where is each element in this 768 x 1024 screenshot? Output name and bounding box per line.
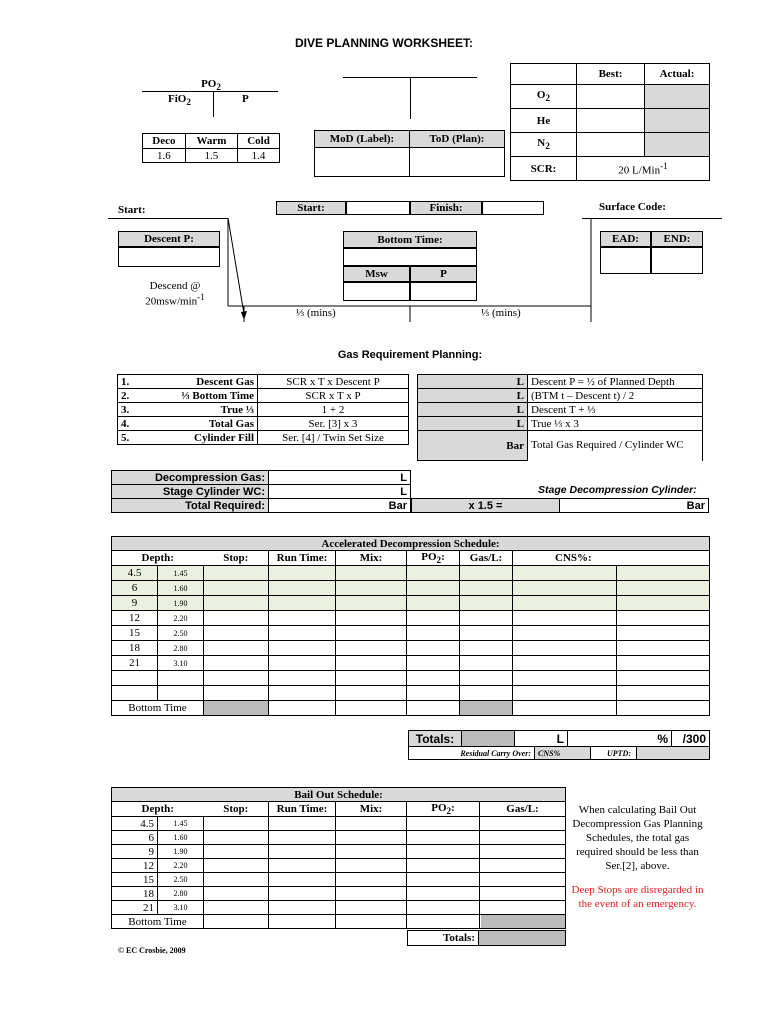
table-row [112, 626, 710, 641]
table-row: 4. Total Gas Ser. [3] x 3 [118, 417, 409, 431]
entry-cell[interactable] [336, 859, 407, 873]
entry-cell[interactable] [336, 581, 407, 596]
third-mins-right: ⅓ (mins) [481, 307, 521, 319]
accel-schedule-table [111, 536, 710, 716]
entry-cell[interactable] [407, 901, 480, 915]
accel-title: Accelerated Decompression Schedule: [112, 537, 710, 551]
po2-ref-cell: 2.80 [158, 641, 204, 656]
depth-cell: 6 [112, 581, 158, 596]
po2-ref-cell: 1.90 [158, 596, 204, 611]
entry-cell[interactable] [407, 656, 460, 671]
entry-cell[interactable] [460, 626, 513, 641]
deep-stops-warning: Deep Stops are disregarded in the event of an emergency. [571, 884, 704, 910]
entry-cell[interactable] [336, 845, 407, 859]
entry-cell[interactable] [407, 671, 460, 686]
entry-cell[interactable] [407, 859, 480, 873]
start-left-label: Start: [118, 204, 146, 216]
entry-cell[interactable] [336, 887, 407, 901]
table-row [112, 887, 566, 901]
depth-cell: 18 [112, 641, 158, 656]
depth-cell: 21 [112, 656, 158, 671]
entry-cell[interactable] [407, 641, 460, 656]
accel-header-row: Depth: Stop: Run Time: Mix: $PO_2$: Gas/L: CNS%: [112, 551, 710, 566]
gas-req-title: Gas Requirement Planning: [337, 349, 483, 361]
depth-cell: 12 [112, 859, 158, 873]
warm-header: Warm [185, 134, 237, 149]
start-box-label: Start: [276, 201, 346, 215]
entry-cell[interactable] [204, 566, 269, 581]
surface-code-label: Surface Code: [599, 201, 666, 213]
po2-heading: $PO_2$ [201, 78, 221, 93]
entry-cell[interactable] [617, 686, 710, 701]
po2-ref-cell: 2.50 [158, 626, 204, 641]
po2-ref-cell: 3.10 [158, 901, 204, 915]
decomp-gas-table: Decompression Gas: L Stage Cylinder WC: L Total Required: Bar [111, 470, 411, 513]
po2-ref-cell: 1.90 [158, 845, 204, 859]
entry-cell[interactable] [407, 887, 480, 901]
entry-cell[interactable] [336, 626, 407, 641]
table-row [112, 611, 710, 626]
entry-cell[interactable] [336, 831, 407, 845]
table-row [112, 859, 566, 873]
po2-ref-cell: 1.45 [158, 566, 204, 581]
entry-cell[interactable] [336, 596, 407, 611]
entry-cell[interactable] [513, 656, 617, 671]
entry-cell[interactable] [269, 845, 336, 859]
entry-cell[interactable] [407, 701, 460, 716]
finish-box-label: Finish: [410, 201, 482, 215]
entry-cell[interactable] [269, 831, 336, 845]
entry-cell[interactable] [269, 566, 336, 581]
entry-cell[interactable] [617, 626, 710, 641]
entry-cell[interactable] [513, 671, 617, 686]
entry-cell[interactable] [460, 566, 513, 581]
entry-cell[interactable] [617, 596, 710, 611]
po2-ref-cell: 2.20 [158, 859, 204, 873]
ead-label: EAD: [600, 231, 651, 247]
entry-cell[interactable] [617, 656, 710, 671]
entry-cell[interactable] [336, 656, 407, 671]
he-label: He [511, 109, 577, 133]
entry-cell[interactable] [336, 873, 407, 887]
entry-cell[interactable] [336, 701, 407, 716]
table-row [112, 873, 566, 887]
table-row [112, 581, 710, 596]
entry-cell[interactable] [204, 915, 269, 929]
entry-cell[interactable] [269, 671, 336, 686]
entry-cell[interactable] [407, 915, 480, 929]
entry-cell[interactable] [460, 656, 513, 671]
entry-cell[interactable] [204, 656, 269, 671]
stage-cylinder-label: Stage Decompression Cylinder: [538, 484, 697, 496]
table-row: 5. Cylinder Fill Ser. [4] / Twin Set Size [118, 431, 409, 445]
bottom-time-cell: Bottom Time [112, 701, 204, 716]
mod-label: MoD (Label): [315, 131, 410, 148]
entry-cell[interactable] [513, 596, 617, 611]
entry-cell[interactable] [269, 873, 336, 887]
entry-cell[interactable] [513, 701, 617, 716]
table-row: 1. Descent Gas SCR x T x Descent P [118, 375, 409, 389]
bottom-time-label: Bottom Time: [343, 231, 477, 248]
entry-cell[interactable] [617, 581, 710, 596]
table-row [112, 686, 710, 701]
entry-cell[interactable] [204, 686, 269, 701]
depth-cell[interactable] [112, 671, 158, 686]
entry-cell[interactable] [460, 701, 513, 716]
po2-ref-cell: 1.60 [158, 831, 204, 845]
table-row [112, 656, 710, 671]
entry-cell[interactable] [460, 671, 513, 686]
entry-cell[interactable] [204, 671, 269, 686]
entry-cell[interactable] [204, 887, 269, 901]
po2-header: $PO_2$: [407, 551, 460, 566]
end-label: END: [651, 231, 703, 247]
scr-value: 20 L/Min$^{-1}$ [577, 157, 710, 181]
accel-totals: Totals: L % /300 [408, 730, 710, 747]
deco-value: 1.6 [143, 149, 186, 163]
entry-cell[interactable] [407, 596, 460, 611]
entry-cell[interactable] [204, 626, 269, 641]
depth-cell: 6 [112, 831, 158, 845]
entry-cell[interactable] [407, 686, 460, 701]
table-row: 2. ⅓ Bottom Time SCR x T x P [118, 389, 409, 403]
entry-cell[interactable] [269, 581, 336, 596]
page-title: DIVE PLANNING WORKSHEET: [294, 36, 473, 50]
entry-cell[interactable] [480, 845, 566, 859]
entry-cell[interactable] [617, 611, 710, 626]
entry-cell[interactable] [204, 859, 269, 873]
bailout-title: Bail Out Schedule: [112, 788, 566, 802]
entry-cell[interactable] [513, 626, 617, 641]
entry-cell[interactable] [617, 701, 710, 716]
bailout-note: When calculating Bail Out Decompression Gas Planning Schedules, the total gas required should be less than Ser.[2], above. [572, 804, 703, 872]
third-mins-left: ⅓ (mins) [296, 307, 336, 319]
entry-cell[interactable] [204, 701, 269, 716]
entry-cell[interactable] [269, 656, 336, 671]
entry-cell[interactable] [204, 845, 269, 859]
entry-cell[interactable] [407, 611, 460, 626]
entry-cell[interactable] [204, 641, 269, 656]
po2-ref-cell: 1.45 [158, 817, 204, 831]
entry-cell[interactable] [336, 686, 407, 701]
entry-cell[interactable] [269, 915, 336, 929]
entry-cell[interactable] [336, 671, 407, 686]
entry-cell[interactable] [269, 817, 336, 831]
entry-cell[interactable] [480, 915, 566, 929]
dive-profile-graph [0, 0, 768, 330]
deco-header: Deco [143, 134, 186, 149]
entry-cell[interactable] [617, 566, 710, 581]
entry-cell[interactable] [407, 817, 480, 831]
entry-cell[interactable] [204, 596, 269, 611]
table-row [112, 845, 566, 859]
bailout-table [111, 787, 566, 929]
entry-cell[interactable] [269, 887, 336, 901]
bailout-totals: Totals: [407, 930, 566, 946]
entry-cell[interactable] [336, 611, 407, 626]
o2-label: $O_2$ [511, 85, 577, 109]
depth-cell: 15 [112, 873, 158, 887]
entry-cell[interactable] [480, 859, 566, 873]
depth-cell: 9 [112, 845, 158, 859]
table-row [112, 817, 566, 831]
n2-label: $N_2$ [511, 133, 577, 157]
entry-cell[interactable] [480, 817, 566, 831]
table-row [112, 915, 566, 929]
depth-cell: 4.5 [112, 566, 158, 581]
tod-label: ToD (Plan): [410, 131, 505, 148]
entry-cell[interactable] [204, 611, 269, 626]
gas-req-table [117, 374, 409, 445]
descend-rate: Descend @ $20msw/\min^{-1}$ [145, 280, 205, 308]
depth-cell: 15 [112, 626, 158, 641]
entry-cell[interactable] [513, 581, 617, 596]
entry-cell[interactable] [336, 915, 407, 929]
entry-cell[interactable] [269, 641, 336, 656]
table-row [112, 596, 710, 611]
table-row [112, 566, 710, 581]
entry-cell[interactable] [460, 596, 513, 611]
msw-label: Msw [343, 266, 410, 282]
depth-cell: 12 [112, 611, 158, 626]
po2-ref-cell[interactable] [158, 671, 204, 686]
table-row [112, 701, 710, 716]
po2-ref-cell: 2.80 [158, 887, 204, 901]
depth-cell[interactable] [112, 686, 158, 701]
entry-cell[interactable] [269, 686, 336, 701]
p-header-label: P [410, 266, 477, 282]
depth-cell: 4.5 [112, 817, 158, 831]
depth-cell: 9 [112, 596, 158, 611]
residual-row: Residual Carry Over: CNS% UPTD: [408, 746, 710, 760]
po2-ref-cell: 2.20 [158, 611, 204, 626]
entry-cell[interactable] [336, 566, 407, 581]
entry-cell[interactable] [269, 901, 336, 915]
entry-cell[interactable] [480, 831, 566, 845]
best-header: Best: [577, 64, 645, 85]
entry-cell[interactable] [269, 701, 336, 716]
entry-cell[interactable] [204, 873, 269, 887]
table-row [112, 901, 566, 915]
table-row: 3. True ⅓ 1 + 2 [118, 403, 409, 417]
entry-cell[interactable] [204, 817, 269, 831]
entry-cell[interactable] [460, 611, 513, 626]
bailout-header-row: Depth: Stop: Run Time: Mix: $PO_2$: Gas/L: [112, 802, 566, 817]
po2-ref-cell: 1.60 [158, 581, 204, 596]
table-row [112, 641, 710, 656]
entry-cell[interactable] [407, 566, 460, 581]
actual-header: Actual: [645, 64, 710, 85]
gas-req-notes: L Descent P = ½ of Planned Depth L (BTM t – Descent t) / 2 L Descent T + ⅓ L True ⅓ x 3 Bar Total Gas Required / Cylinder WC [417, 374, 703, 461]
po2-ref-cell: 2.50 [158, 873, 204, 887]
entry-cell[interactable] [407, 626, 460, 641]
entry-cell[interactable] [204, 581, 269, 596]
entry-cell[interactable] [513, 611, 617, 626]
depth-cell: 21 [112, 901, 158, 915]
entry-cell[interactable] [269, 626, 336, 641]
po2-ref-cell: 3.10 [158, 656, 204, 671]
entry-cell[interactable] [204, 831, 269, 845]
entry-cell[interactable] [460, 581, 513, 596]
entry-cell[interactable] [407, 873, 480, 887]
entry-cell[interactable] [269, 859, 336, 873]
entry-cell[interactable] [407, 831, 480, 845]
table-row [112, 671, 710, 686]
entry-cell[interactable] [460, 641, 513, 656]
entry-cell[interactable] [460, 686, 513, 701]
entry-cell[interactable] [480, 887, 566, 901]
entry-cell[interactable] [269, 611, 336, 626]
entry-cell[interactable] [617, 641, 710, 656]
cold-value: 1.4 [238, 149, 280, 163]
table-row [112, 831, 566, 845]
fio2-label: FiO$_2$ [168, 93, 191, 108]
entry-cell[interactable] [513, 566, 617, 581]
po2-ref-cell[interactable] [158, 686, 204, 701]
entry-cell[interactable] [269, 596, 336, 611]
entry-cell[interactable] [617, 671, 710, 686]
entry-cell[interactable] [480, 873, 566, 887]
entry-cell[interactable] [336, 817, 407, 831]
copyright: © EC Crosbie, 2009 [118, 946, 186, 955]
stage-cylinder-row: x 1.5 = Bar [411, 498, 709, 513]
entry-cell[interactable] [513, 686, 617, 701]
entry-cell[interactable] [204, 901, 269, 915]
p-label: P [242, 93, 249, 105]
scr-label: SCR: [511, 157, 577, 181]
bailout-po2-header: $PO_2$: [407, 802, 480, 817]
descent-p-label: Descent P: [118, 231, 220, 247]
entry-cell[interactable] [480, 901, 566, 915]
warm-value: 1.5 [185, 149, 237, 163]
entry-cell[interactable] [336, 641, 407, 656]
entry-cell[interactable] [407, 581, 460, 596]
cold-header: Cold [238, 134, 280, 149]
bottom-time-cell: Bottom Time [112, 915, 204, 929]
entry-cell[interactable] [407, 845, 480, 859]
entry-cell[interactable] [513, 641, 617, 656]
depth-cell: 18 [112, 887, 158, 901]
entry-cell[interactable] [336, 901, 407, 915]
